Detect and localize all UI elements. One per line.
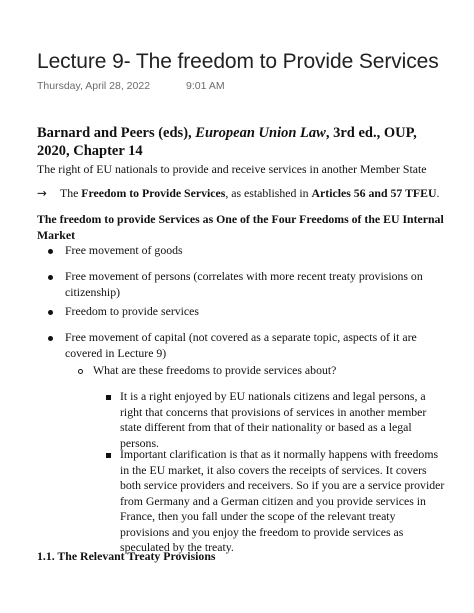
page-time: 9:01 AM xyxy=(186,80,225,92)
reference-heading xyxy=(37,125,437,160)
arrow-line-bold-articles: Articles 56 and 57 TFEU xyxy=(311,186,437,200)
freedom-item: Freedom to provide services xyxy=(65,304,199,318)
arrow-line-bold-freedom: Freedom to Provide Services xyxy=(81,186,226,200)
bullet-dot-icon xyxy=(48,249,53,254)
arrow-line-suffix: . xyxy=(436,186,440,200)
arrow-line-text xyxy=(60,186,450,202)
reference-rest: , 3rd ed., OUP, 2020, Chapter 14 xyxy=(37,125,417,159)
answer-item: Important clarification is that as it normally happens with freedoms in the EU market, it also covers the receipts of services. It covers both service providers and receivers. So if you are a service provider from Germany and a German citizen and you provide services in France, then you fall under the scope of the relevant treaty provisions and you enjoy the freedom to provide services as speculated by the treaty. xyxy=(120,447,445,554)
freedom-item: Free movement of goods xyxy=(65,243,183,257)
bullet-circle-icon xyxy=(78,369,83,374)
bullet-square-icon xyxy=(106,453,111,458)
page-date: Thursday, April 28, 2022 xyxy=(37,80,151,92)
reference-book: European Union Law xyxy=(195,125,326,141)
subsection-heading: 1.1. The Relevant Treaty Provisions xyxy=(37,549,216,563)
arrow-line-middle: , as established in xyxy=(225,186,312,200)
page-meta xyxy=(37,80,225,92)
bullet-dot-icon xyxy=(48,310,53,315)
freedom-item: Free movement of persons (correlates with more recent treaty provisions on citizenship) xyxy=(65,269,423,299)
intro-text: The right of EU nationals to provide and receive services in another Member State xyxy=(37,162,427,176)
bullet-dot-icon xyxy=(48,275,53,280)
bullet-dot-icon xyxy=(48,336,53,341)
arrow-line-prefix: The xyxy=(60,186,82,200)
freedom-item: Free movement of capital (not covered as a separate topic, aspects of it are covered in Lecture 9) xyxy=(65,330,417,360)
sub-question: What are these freedoms to provide services about? xyxy=(93,363,337,377)
answer-item: It is a right enjoyed by EU nationals citizens and legal persons, a right that concerns that provisions of services in another member state different from that of their nationality or based as a legal persons. xyxy=(120,389,427,450)
arrow-icon: → xyxy=(37,186,47,200)
page-title: Lecture 9- The freedom to Provide Services xyxy=(37,50,439,73)
reference-authors: Barnard and Peers (eds), xyxy=(37,125,196,141)
bullet-square-icon xyxy=(106,395,111,400)
section-heading: The freedom to provide Services as One of the Four Freedoms of the EU Internal Market xyxy=(37,212,444,242)
